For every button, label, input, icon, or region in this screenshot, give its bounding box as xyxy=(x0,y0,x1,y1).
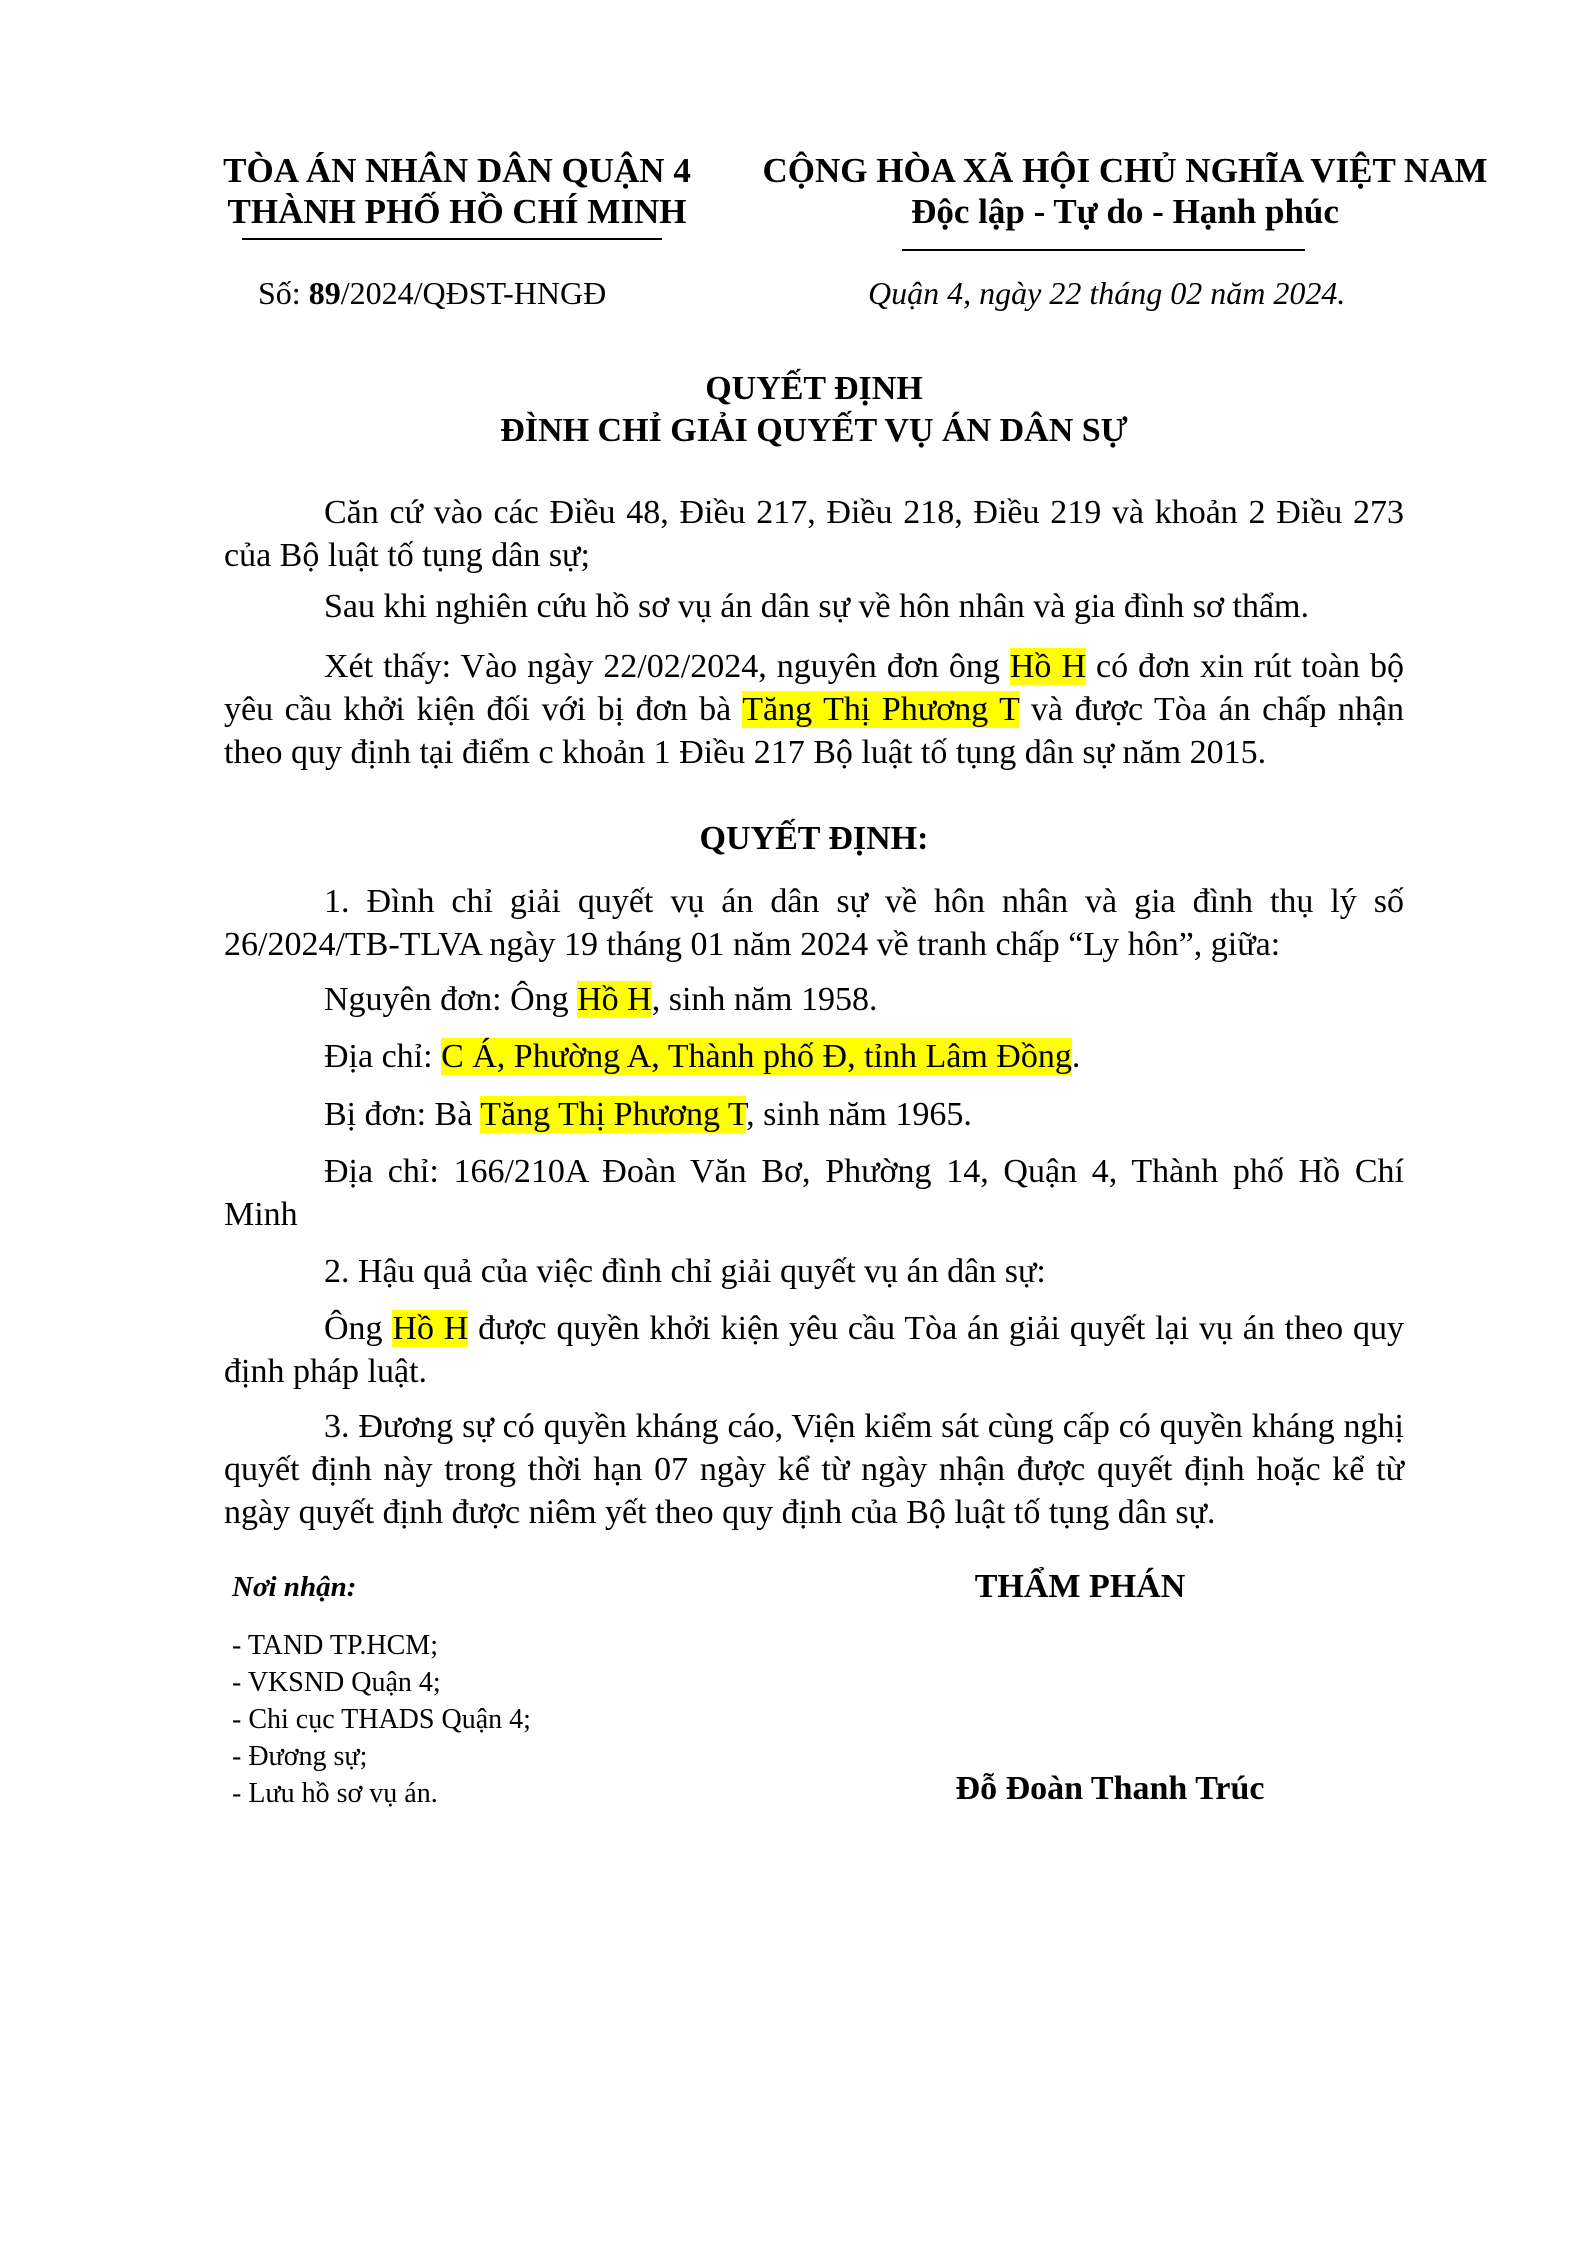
recipient-item: - Chi cục THADS Quận 4; xyxy=(232,1704,531,1735)
plaintiff-address-line: Địa chỉ: C Á, Phường A, Thành phố Đ, tỉnh Lâm Đồng. xyxy=(324,1038,1081,1075)
defendant-name-highlight: Tăng Thị Phương T xyxy=(480,1096,747,1133)
signature-name: Đỗ Đoàn Thanh Trúc xyxy=(955,1770,1265,1807)
court-header-underline xyxy=(242,238,662,240)
recipient-item: - Lưu hồ sơ vụ án. xyxy=(232,1778,438,1809)
court-header xyxy=(192,150,722,232)
legal-basis-paragraph: Căn cứ vào các Điều 48, Điều 217, Điều 218, Điều 219 và khoản 2 Điều 273 của Bộ luật tố tụng dân sự; xyxy=(224,494,1404,574)
recipient-item: - Đương sự; xyxy=(232,1741,368,1772)
recipient-item: - VKSND Quận 4; xyxy=(232,1667,441,1698)
defendant-name-highlight: Tăng Thị Phương T xyxy=(742,691,1020,728)
decision-item-2: 2. Hậu quả của việc đình chỉ giải quyết vụ án dân sự: xyxy=(324,1253,1046,1290)
nation-header-underline xyxy=(902,249,1305,251)
document-number: Số: 89/2024/QĐST-HNGĐ xyxy=(258,275,607,311)
consideration-paragraph: Xét thấy: Vào ngày 22/02/2024, nguyên đơn ông Hồ H có đơn xin rút toàn bộ yêu cầu khởi kiện đối với bị đơn bà Tăng Thị Phương T và được Tòa án chấp nhận theo quy định tại điểm c khoản 1 Điều 217 Bộ luật tố tụng dân sự năm 2015. xyxy=(224,648,1404,771)
plaintiff-line: Nguyên đơn: Ông Hồ H, sinh năm 1958. xyxy=(324,981,878,1018)
recipients-heading: Nơi nhận: xyxy=(232,1571,357,1603)
place-date: Quận 4, ngày 22 tháng 02 năm 2024. xyxy=(868,275,1346,311)
nation-name: CỘNG HÒA XÃ HỘI CHỦ NGHĨA VIỆT NAM xyxy=(762,151,1488,190)
defendant-line: Bị đơn: Bà Tăng Thị Phương T, sinh năm 1965. xyxy=(324,1096,972,1133)
title-line1: QUYẾT ĐỊNH xyxy=(705,370,923,407)
decision-item-3: 3. Đương sự có quyền kháng cáo, Viện kiểm sát cùng cấp có quyền kháng nghị quyết định này trong thời hạn 07 ngày kể từ ngày nhận được quyết định hoặc kể từ ngày quyết định được niêm yết theo quy định của Bộ luật tố tụng dân sự. xyxy=(224,1408,1404,1531)
nation-header xyxy=(730,150,1520,232)
recipient-item: - TAND TP.HCM; xyxy=(232,1630,438,1661)
plaintiff-address-highlight: C Á, Phường A, Thành phố Đ, tỉnh Lâm Đồng xyxy=(441,1038,1072,1075)
nation-motto: Độc lập - Tự do - Hạnh phúc xyxy=(911,192,1339,231)
decision-item-1: 1. Đình chỉ giải quyết vụ án dân sự về hôn nhân và gia đình thụ lý số 26/2024/TB-TLVA ngày 19 tháng 01 năm 2024 về tranh chấp “Ly hôn”, giữa: xyxy=(224,883,1404,963)
plaintiff-name-highlight: Hồ H xyxy=(1009,648,1087,685)
plaintiff-name-highlight: Hồ H xyxy=(392,1310,469,1347)
document-title xyxy=(224,368,1404,452)
decision-heading: QUYẾT ĐỊNH: xyxy=(699,820,929,857)
title-line2: ĐÌNH CHỈ GIẢI QUYẾT VỤ ÁN DÂN SỰ xyxy=(500,412,1128,449)
plaintiff-name-highlight: Hồ H xyxy=(577,981,652,1018)
court-name: TÒA ÁN NHÂN DÂN QUẬN 4 xyxy=(223,151,691,190)
document-number-value: 89 xyxy=(308,275,341,311)
study-paragraph: Sau khi nghiên cứu hồ sơ vụ án dân sự về hôn nhân và gia đình sơ thẩm. xyxy=(324,588,1310,625)
consequence-paragraph: Ông Hồ H được quyền khởi kiện yêu cầu Tòa án giải quyết lại vụ án theo quy định pháp luật. xyxy=(224,1310,1405,1390)
signature-role: THẨM PHÁN xyxy=(974,1568,1186,1605)
court-city: THÀNH PHỐ HỒ CHÍ MINH xyxy=(227,192,687,231)
defendant-address-line: Địa chỉ: 166/210A Đoàn Văn Bơ, Phường 14, Quận 4, Thành phố Hồ Chí Minh xyxy=(224,1153,1404,1233)
